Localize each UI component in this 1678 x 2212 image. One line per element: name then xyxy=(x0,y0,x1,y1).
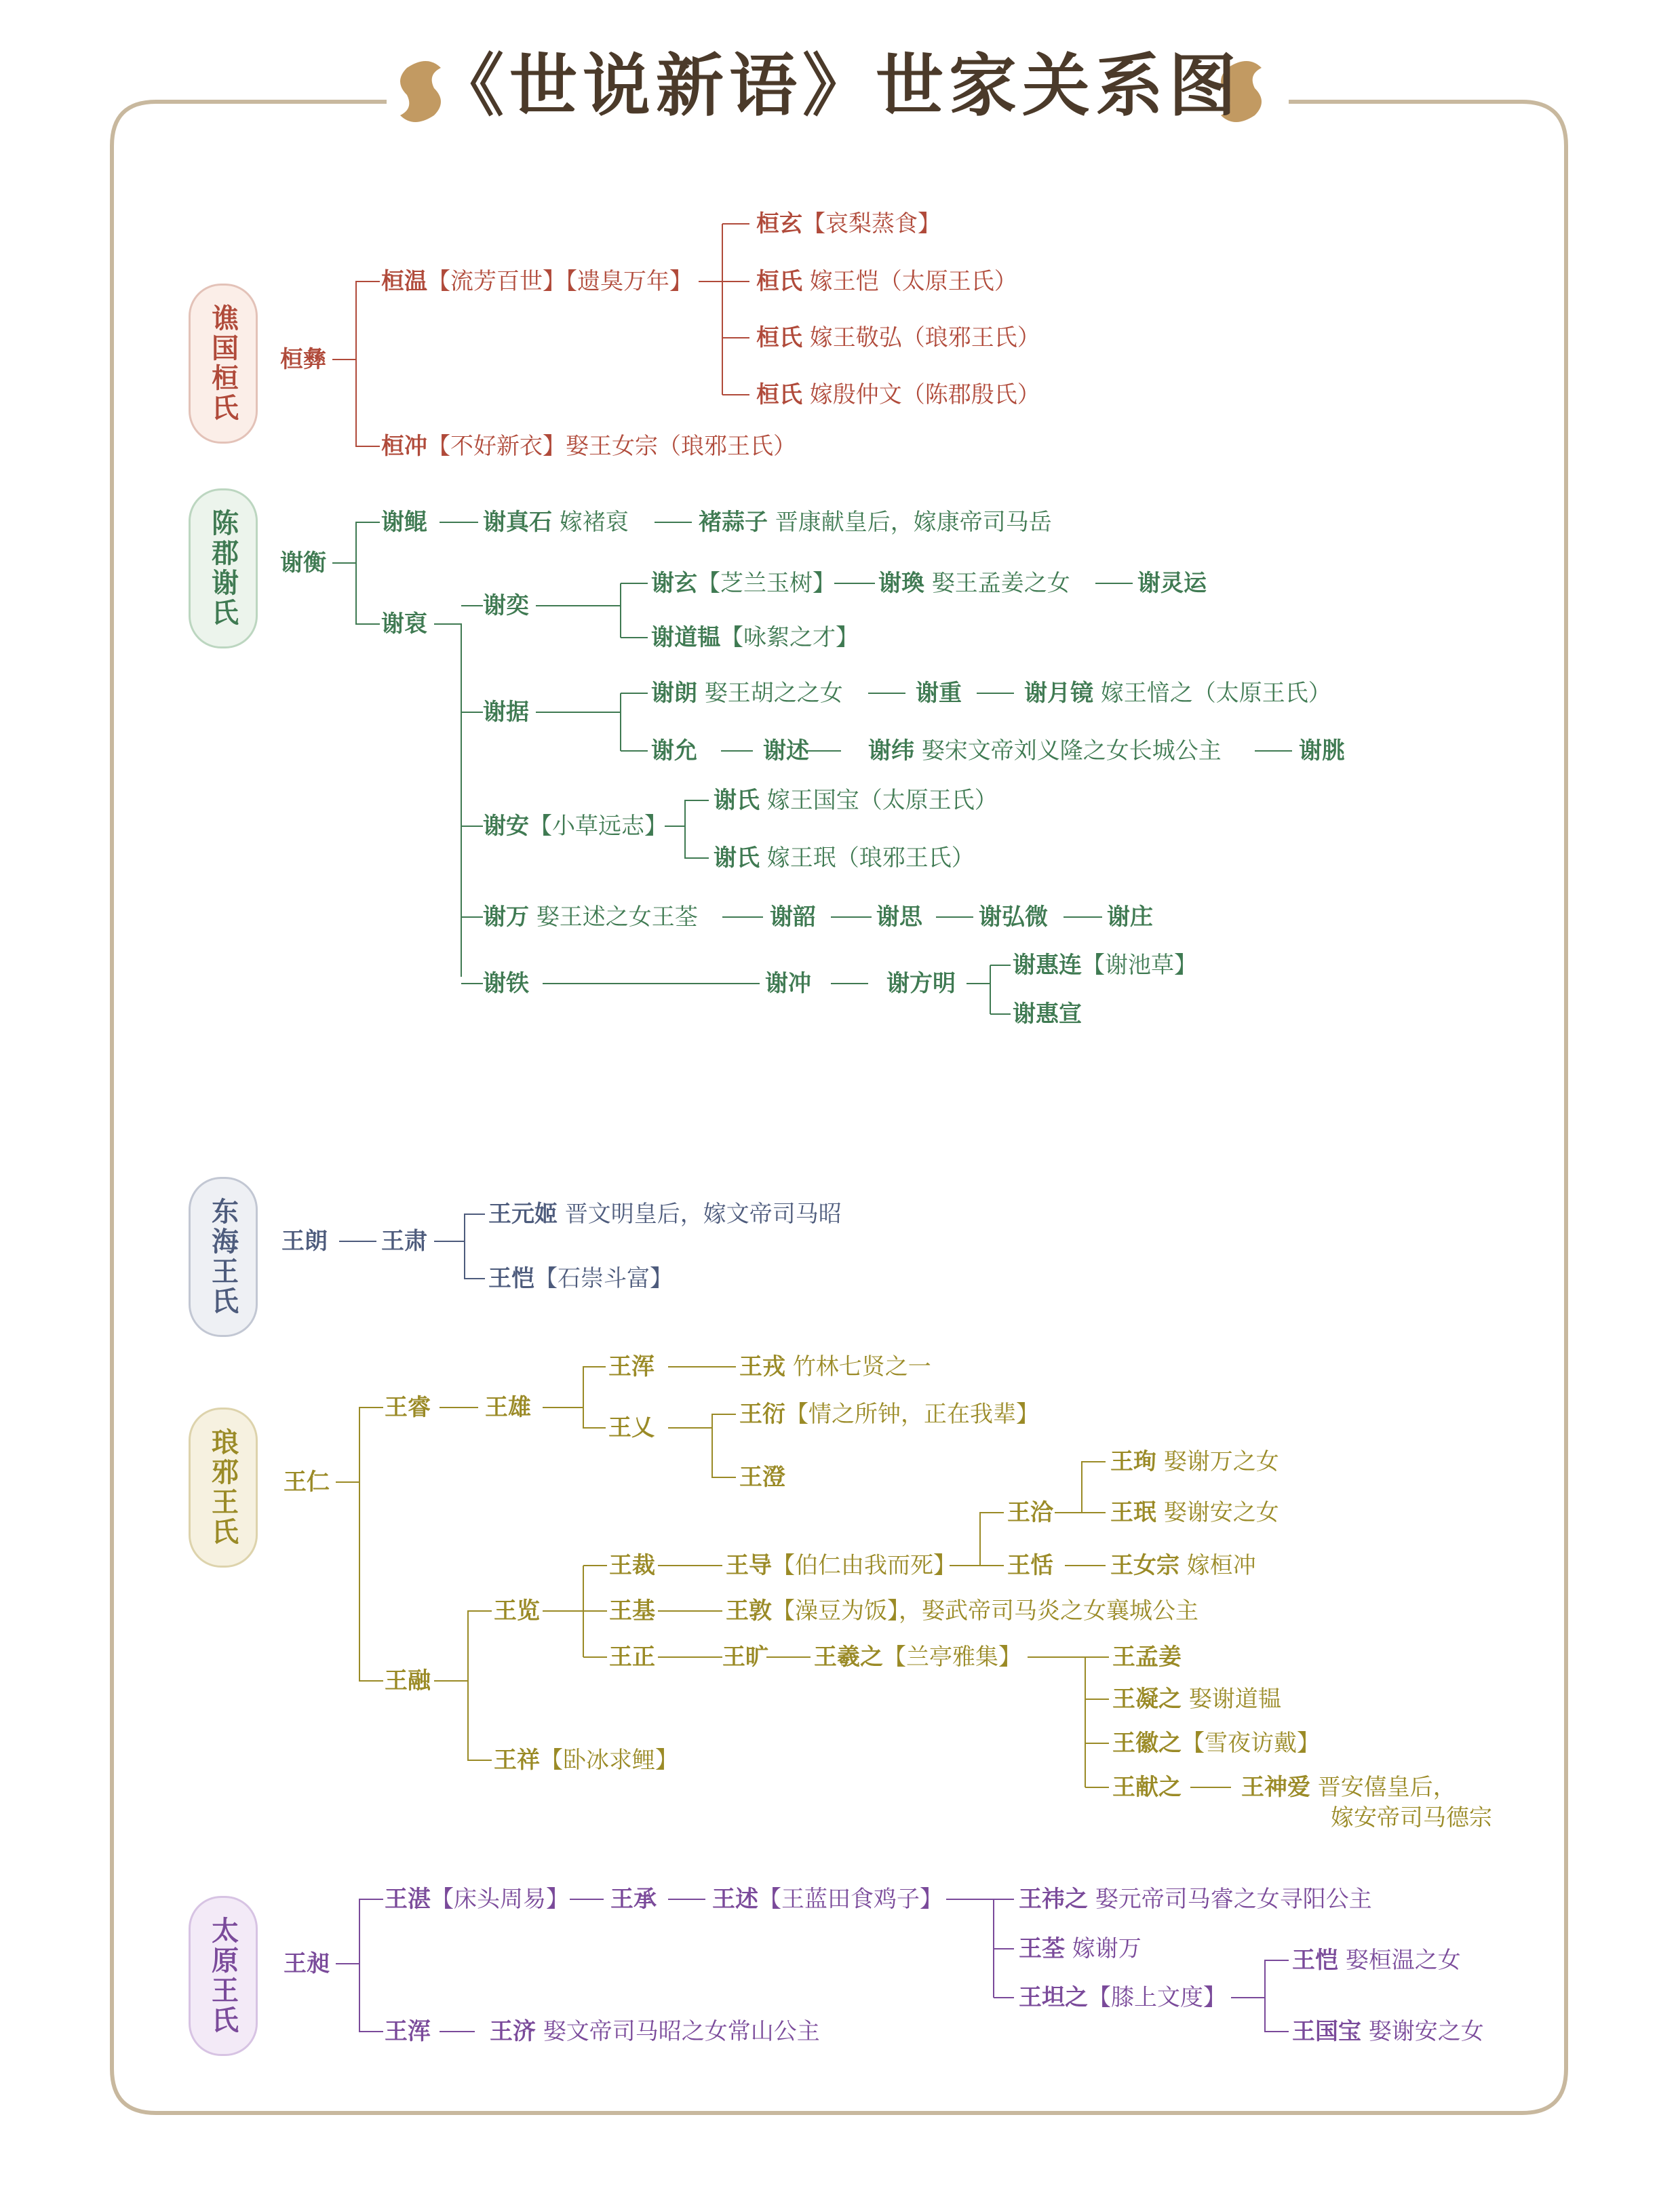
name: 谢庄 xyxy=(1107,904,1153,931)
person-wangji xyxy=(609,1596,655,1626)
person-wangshu xyxy=(712,1884,943,1914)
name: 王融 xyxy=(385,1667,431,1694)
desc: 娶桓温之女 xyxy=(1345,1947,1461,1974)
name: 王承 xyxy=(610,1886,657,1913)
desc: 【咏絮之才】 xyxy=(720,624,859,651)
person-donghai-wangkai xyxy=(488,1264,673,1294)
person-wangmengjiang xyxy=(1112,1642,1182,1672)
person-wanghuizhi xyxy=(1112,1728,1320,1758)
person-wangyuanji xyxy=(488,1199,842,1229)
name: 谢纬 xyxy=(868,737,914,764)
name: 桓氏 xyxy=(756,324,802,351)
person-wangyan xyxy=(739,1399,1039,1429)
name: 桓彝 xyxy=(280,346,326,373)
person-xiehongwei xyxy=(979,902,1048,932)
name: 谢铁 xyxy=(483,970,529,997)
person-xieju xyxy=(483,697,529,727)
name: 王雄 xyxy=(485,1394,531,1421)
name: 谢衡 xyxy=(280,549,326,577)
name: 王荃 xyxy=(1019,1935,1065,1962)
person-xiean-daughter-2 xyxy=(714,843,975,873)
name: 谢玄 xyxy=(651,570,697,597)
name: 王正 xyxy=(609,1644,655,1671)
person-xieyi xyxy=(483,591,529,621)
person-wangyi xyxy=(608,1413,655,1443)
name: 谢真石 xyxy=(483,509,552,536)
name: 王基 xyxy=(609,1597,655,1625)
desc: 晋文明皇后，嫁文帝司马昭 xyxy=(564,1201,842,1228)
name: 王元姬 xyxy=(488,1201,558,1228)
name: 王睿 xyxy=(385,1394,431,1421)
name: 谢灵运 xyxy=(1137,570,1207,597)
desc: 【兰亭雅集】 xyxy=(883,1644,1021,1671)
desc: 【小草远志】 xyxy=(529,813,667,840)
person-xiefangming xyxy=(886,969,956,998)
name: 王珣 xyxy=(1110,1448,1156,1475)
desc: 娶王述之女王荃 xyxy=(536,904,698,931)
person-wangqia xyxy=(1007,1498,1053,1528)
name: 王昶 xyxy=(284,1950,330,1977)
name: 王戎 xyxy=(739,1353,785,1380)
person-wangyizhi xyxy=(1019,1884,1372,1914)
name: 王祥 xyxy=(494,1747,540,1774)
name: 王祎之 xyxy=(1019,1886,1088,1913)
name: 王导 xyxy=(726,1552,772,1579)
name: 王坦之 xyxy=(1019,1984,1088,2011)
person-wangguobao xyxy=(1292,2017,1484,2046)
desc: 【雪夜访戴】 xyxy=(1182,1730,1320,1757)
person-wangshenai-desc2 xyxy=(1331,1803,1492,1833)
desc: 嫁王敬弘（琅邪王氏） xyxy=(809,324,1040,351)
person-xielingyun xyxy=(1137,568,1207,598)
name: 褚蒜子 xyxy=(699,509,768,536)
person-wangrui xyxy=(385,1393,431,1422)
name: 谢允 xyxy=(651,737,697,764)
name: 王羲之 xyxy=(814,1644,883,1671)
name: 王凝之 xyxy=(1112,1686,1182,1713)
name: 谢朗 xyxy=(651,680,697,707)
person-taiyuan-wanghun xyxy=(385,2017,431,2046)
person-wangcheng-taiyuan xyxy=(610,1884,657,1914)
person-wangzheng xyxy=(609,1642,655,1672)
person-wangcheng xyxy=(739,1462,785,1492)
person-xiewei xyxy=(868,736,1222,766)
person-xieshao xyxy=(770,902,816,932)
person-xieyuejing xyxy=(1024,678,1331,708)
name: 桓氏 xyxy=(756,268,802,295)
person-huanwen xyxy=(381,267,692,296)
name: 谢思 xyxy=(876,904,922,931)
name: 王敦 xyxy=(726,1597,772,1625)
person-wangxianzhi xyxy=(1112,1772,1182,1802)
desc: 娶谢安之女 xyxy=(1163,1499,1279,1526)
person-langya-wanghun xyxy=(608,1352,655,1382)
name: 谢裒 xyxy=(381,610,427,638)
person-taiyuan-wangkai xyxy=(1292,1945,1461,1975)
name: 谢瑍 xyxy=(878,570,924,597)
desc: 【芝兰玉树】 xyxy=(697,570,836,597)
person-wangzhan xyxy=(385,1884,569,1914)
person-xiean xyxy=(483,811,667,841)
desc: 娶元帝司马睿之女寻阳公主 xyxy=(1095,1886,1372,1913)
desc: 【澡豆为饭】，娶武帝司马炎之女襄城公主 xyxy=(772,1597,1198,1625)
desc: 嫁王珉（琅邪王氏） xyxy=(766,845,975,872)
name: 王乂 xyxy=(608,1414,655,1441)
name: 王恺 xyxy=(1292,1947,1338,1974)
person-xiezhuang xyxy=(1107,902,1153,932)
person-wangji-taiyuan xyxy=(490,2017,820,2046)
name: 王献之 xyxy=(1112,1774,1182,1801)
name: 谢弘微 xyxy=(979,904,1048,931)
name: 王珉 xyxy=(1110,1499,1156,1526)
desc: 娶谢安之女 xyxy=(1368,2018,1484,2045)
person-chusuanzi xyxy=(699,507,1052,537)
person-wangquan xyxy=(1019,1934,1142,1964)
person-wangrong xyxy=(739,1352,931,1382)
name: 王衍 xyxy=(739,1401,785,1428)
name: 王浑 xyxy=(608,1353,655,1380)
clan-badge-langya: 琅邪王氏 xyxy=(189,1408,258,1568)
page-title: 《世说新语》世家关系图 xyxy=(436,45,1242,125)
person-wangmin xyxy=(1110,1498,1279,1528)
desc: 晋安僖皇后， xyxy=(1317,1774,1456,1801)
desc: 娶宋文帝刘义隆之女长城公主 xyxy=(921,737,1222,764)
name: 王恺 xyxy=(488,1265,534,1292)
name: 王女宗 xyxy=(1110,1552,1179,1579)
person-xiekun xyxy=(381,507,427,537)
person-wangdao xyxy=(726,1551,956,1580)
desc: 【不好新衣】娶王女宗（琅邪王氏） xyxy=(427,433,796,460)
person-huanxuan xyxy=(756,209,941,239)
desc: 【王蓝田食鸡子】 xyxy=(758,1886,943,1913)
person-xiechong xyxy=(765,969,811,998)
person-wangdun xyxy=(726,1596,1198,1626)
person-xiezhong xyxy=(916,678,962,708)
name: 王肃 xyxy=(381,1228,427,1255)
person-wangxun xyxy=(1110,1447,1279,1477)
person-wangshenai xyxy=(1241,1772,1456,1802)
desc: 晋康献皇后，嫁康帝司马岳 xyxy=(775,509,1052,536)
name: 王洽 xyxy=(1007,1499,1053,1526)
name: 谢方明 xyxy=(886,970,956,997)
desc: 【石崇斗富】 xyxy=(534,1265,673,1292)
person-huan-daughter-3 xyxy=(756,380,1040,410)
name: 谢道韫 xyxy=(651,624,720,651)
person-xiesi xyxy=(876,902,922,932)
name: 谢月镜 xyxy=(1024,680,1093,707)
desc: 【伯仁由我而死】 xyxy=(772,1552,956,1579)
desc: 嫁安帝司马德宗 xyxy=(1331,1804,1492,1831)
person-wangrong2 xyxy=(385,1666,431,1696)
person-wangxiang xyxy=(494,1745,678,1775)
person-wangren xyxy=(284,1467,330,1497)
person-huan-daughter-2 xyxy=(756,323,1040,353)
person-huan-daughter-1 xyxy=(756,267,1017,296)
person-xietie xyxy=(483,969,529,998)
person-xiean-daughter-1 xyxy=(714,785,998,815)
name: 王旷 xyxy=(722,1644,768,1671)
name: 谢重 xyxy=(916,680,962,707)
clan-badge-taiyuan: 太原王氏 xyxy=(189,1896,258,2056)
person-wangxizhi xyxy=(814,1642,1021,1672)
person-xiexuan xyxy=(651,568,836,598)
name: 王湛 xyxy=(385,1886,431,1913)
desc: 【谢池草】 xyxy=(1082,952,1197,979)
person-xiedaoyun xyxy=(651,623,859,653)
name: 王澄 xyxy=(739,1464,785,1491)
person-xiehuan xyxy=(878,568,1070,598)
desc: 娶谢道韫 xyxy=(1188,1686,1281,1713)
desc: 嫁王国宝（太原王氏） xyxy=(766,787,998,814)
name: 谢安 xyxy=(483,813,529,840)
desc: 嫁王恺（太原王氏） xyxy=(809,268,1017,295)
name: 谢述 xyxy=(763,737,809,764)
person-wangsi xyxy=(284,1949,330,1979)
desc: 【卧冰求鲤】 xyxy=(540,1747,678,1774)
name: 谢奕 xyxy=(483,592,529,619)
person-wanglan xyxy=(494,1596,540,1626)
name: 桓温 xyxy=(381,268,427,295)
clan-badge-huan: 谯国桓氏 xyxy=(189,284,258,444)
desc: 娶王孟姜之女 xyxy=(931,570,1070,597)
name: 王神爱 xyxy=(1241,1774,1310,1801)
desc: 【流芳百世】【遗臭万年】 xyxy=(427,268,692,295)
desc: 竹林七贤之一 xyxy=(792,1353,931,1380)
person-xieshu xyxy=(763,736,809,766)
huan-lines xyxy=(332,224,749,446)
name: 王裁 xyxy=(609,1552,655,1579)
name: 谢惠连 xyxy=(1013,952,1082,979)
clan-badge-xie: 陈郡谢氏 xyxy=(189,488,258,648)
name: 谢韶 xyxy=(770,904,816,931)
name: 谢氏 xyxy=(714,845,760,872)
desc: 嫁王愔之（太原王氏） xyxy=(1100,680,1331,707)
person-huanyi xyxy=(280,345,326,374)
clan-badge-donghai: 东海王氏 xyxy=(189,1177,258,1337)
name: 桓玄 xyxy=(756,210,802,237)
person-wangkuang xyxy=(722,1642,768,1672)
desc: 嫁褚裒 xyxy=(559,509,629,536)
person-xiezhenshi xyxy=(483,507,629,537)
name: 桓冲 xyxy=(381,433,427,460)
desc: 嫁桓冲 xyxy=(1186,1552,1256,1579)
desc: 【哀梨蒸食】 xyxy=(802,210,941,237)
desc: 嫁殷仲文（陈郡殷氏） xyxy=(809,381,1040,408)
name: 谢氏 xyxy=(714,787,760,814)
desc: 娶文帝司马昭之女常山公主 xyxy=(543,2018,820,2045)
name: 谢冲 xyxy=(765,970,811,997)
person-xiehuilian xyxy=(1013,950,1197,980)
name: 王孟姜 xyxy=(1112,1644,1182,1671)
name: 谢朓 xyxy=(1299,737,1345,764)
name: 王仁 xyxy=(284,1469,330,1496)
person-xielang xyxy=(651,678,843,708)
name: 王恬 xyxy=(1007,1552,1053,1579)
person-wanglang xyxy=(281,1226,328,1256)
name: 王浑 xyxy=(385,2018,431,2045)
desc: 嫁谢万 xyxy=(1072,1935,1142,1962)
person-xieheng xyxy=(280,548,326,578)
name: 谢惠宣 xyxy=(1013,1001,1082,1028)
desc: 【情之所钟，正在我辈】 xyxy=(785,1401,1039,1428)
name: 王国宝 xyxy=(1292,2018,1361,2045)
name: 王徽之 xyxy=(1112,1730,1182,1757)
person-xiehuixuan xyxy=(1013,999,1082,1029)
name: 王览 xyxy=(494,1597,540,1625)
person-wangcai xyxy=(609,1551,655,1580)
name: 谢据 xyxy=(483,699,529,726)
name: 王济 xyxy=(490,2018,536,2045)
desc: 【膝上文度】 xyxy=(1088,1984,1226,2011)
person-wangsu xyxy=(381,1226,427,1256)
desc: 娶王胡之之女 xyxy=(704,680,843,707)
person-wangningzhi xyxy=(1112,1684,1281,1714)
person-xieyun xyxy=(651,736,697,766)
person-xiewan xyxy=(483,902,698,932)
person-huanchong xyxy=(381,431,796,461)
desc: 娶谢万之女 xyxy=(1163,1448,1279,1475)
name: 王朗 xyxy=(281,1228,328,1255)
name: 王述 xyxy=(712,1886,758,1913)
person-xiepou xyxy=(381,609,427,639)
person-wangtian xyxy=(1007,1551,1053,1580)
person-wangxiong xyxy=(485,1393,531,1422)
person-wangnvzong xyxy=(1110,1551,1256,1580)
name: 谢万 xyxy=(483,904,529,931)
person-wangtanzhi xyxy=(1019,1983,1226,2013)
name: 桓氏 xyxy=(756,381,802,408)
name: 谢鲲 xyxy=(381,509,427,536)
person-xietiao xyxy=(1299,736,1345,766)
desc: 【床头周易】 xyxy=(431,1886,569,1913)
